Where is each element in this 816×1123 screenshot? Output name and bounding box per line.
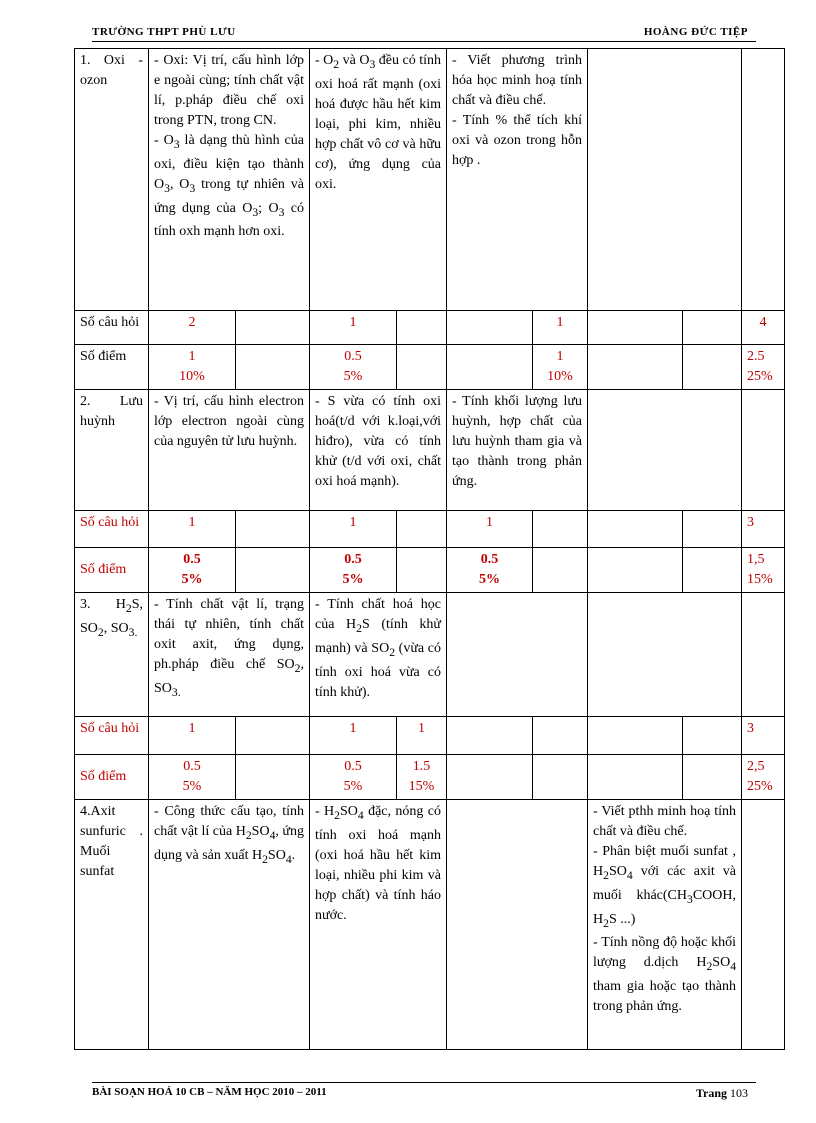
row-label: Số điểm xyxy=(75,755,149,800)
score-cell xyxy=(588,345,683,390)
total-score-cell: 2.5 25% xyxy=(742,345,785,390)
score-cell: 0.5 5% xyxy=(149,755,236,800)
table-row xyxy=(75,511,785,548)
count-cell: 1 xyxy=(310,511,397,548)
score-cell xyxy=(397,548,447,593)
total-score-cell: 1,5 15% xyxy=(742,548,785,593)
count-cell: 1 xyxy=(149,511,236,548)
application-cell: - Viết phương trình hóa học minh hoạ tính chất và điều chế. - Tính % thể tích khí oxi và ozon trong hỗn hợp . xyxy=(447,49,588,311)
score-cell xyxy=(447,755,533,800)
school-name: TRƯỜNG THPT PHÙ LƯU xyxy=(92,26,236,38)
total-cell xyxy=(742,593,785,717)
author-name: HOÀNG ĐỨC TIỆP xyxy=(643,26,748,38)
count-cell: 1 xyxy=(533,311,588,345)
page-footer xyxy=(92,1086,748,1104)
score-cell: 1.5 15% xyxy=(397,755,447,800)
total-cell xyxy=(742,390,785,511)
high-application-cell xyxy=(588,49,742,311)
count-cell: 1 xyxy=(310,311,397,345)
score-cell xyxy=(588,548,683,593)
understanding-cell: - $H_2SO_4$ đặc, nóng có tính oxi hoá mạnh (oxi hoá hầu hết kim loại, nhiều phi kim và hợp chất) và tính háo nước. xyxy=(310,800,447,1050)
row-label: Số câu hỏi xyxy=(75,311,149,345)
page-number: 103 xyxy=(730,1086,748,1100)
table-row xyxy=(75,311,785,345)
score-cell: 0.5 5% xyxy=(447,548,533,593)
knowledge-cell: - Vị trí, cấu hình electron lớp electron ngoài cùng của nguyên tử lưu huỳnh. xyxy=(149,390,310,511)
table-row xyxy=(75,345,785,390)
score-cell xyxy=(236,345,310,390)
footer-divider xyxy=(92,1082,756,1083)
application-cell xyxy=(447,800,588,1050)
score-cell: 1 10% xyxy=(533,345,588,390)
understanding-cell: - $O_2$ và $O_3$ đều có tính oxi hoá rất mạnh (oxi hoá được hầu hết kim loại, phi kim, nhiều hợp chất vô cơ và hữu cơ), ứng dụng của oxi. xyxy=(310,49,447,311)
score-cell: 0.5 5% xyxy=(310,345,397,390)
page-number-area xyxy=(696,1086,748,1101)
table-row xyxy=(75,49,785,311)
footer-title: BÀI SOẠN HOÁ 10 CB – NĂM HỌC 2010 – 2011 xyxy=(92,1086,327,1098)
high-application-cell xyxy=(588,390,742,511)
count-cell xyxy=(683,311,742,345)
knowledge-cell: - Oxi: Vị trí, cấu hình lớp e ngoài cùng; tính chất vật lí, p.pháp điều chế oxi trong PTN, trong CN. - $O_3$ là dạng thù hình của oxi, điều kiện tạo thành $O_3$, $O_3$ trong tự nhiên và ứng dụng của $O_3$; $O_3$ có tính oxh mạnh hơn oxi. xyxy=(149,49,310,311)
score-cell: 1 10% xyxy=(149,345,236,390)
count-cell xyxy=(588,311,683,345)
row-label: Số câu hỏi xyxy=(75,717,149,755)
total-cell xyxy=(742,800,785,1050)
total-count-cell: 3 xyxy=(742,717,785,755)
count-cell xyxy=(447,311,533,345)
count-cell: 1 xyxy=(397,717,447,755)
score-cell xyxy=(683,548,742,593)
table-row xyxy=(75,548,785,593)
count-cell xyxy=(236,511,310,548)
exam-matrix-table xyxy=(74,48,785,1050)
count-cell xyxy=(447,717,533,755)
count-cell xyxy=(588,511,683,548)
score-cell xyxy=(236,755,310,800)
count-cell: 1 xyxy=(447,511,533,548)
page-header xyxy=(92,24,748,42)
total-score-cell: 2,5 25% xyxy=(742,755,785,800)
total-count-cell: 3 xyxy=(742,511,785,548)
score-cell xyxy=(588,755,683,800)
score-cell xyxy=(683,755,742,800)
topic-cell: 1. Oxi - ozon xyxy=(75,49,149,311)
count-cell xyxy=(683,717,742,755)
understanding-cell: - Tính chất hoá học của $H_2S$ (tính khử mạnh) và $SO_2$ (vừa có tính oxi hoá vừa có tính khử). xyxy=(310,593,447,717)
high-application-cell: - Viết pthh minh hoạ tính chất và điều chế. - Phân biệt muối sunfat , $H_2SO_4$ với các axit và muối $khác(CH_3COOH$, $H_2S$ ...) - Tính nồng độ hoặc khối lượng d.dịch $H_2SO_4$ tham gia hoặc tạo thành trong phản ứng. xyxy=(588,800,742,1050)
high-application-cell xyxy=(588,593,742,717)
row-label: Số điểm xyxy=(75,548,149,593)
count-cell xyxy=(533,511,588,548)
table-row xyxy=(75,593,785,717)
topic-cell: 3. $H_2S$, $SO_2$, $SO_{3.}$ xyxy=(75,593,149,717)
total-cell xyxy=(742,49,785,311)
score-cell xyxy=(533,755,588,800)
topic-cell: 2. Lưu huỳnh xyxy=(75,390,149,511)
page-label: Trang xyxy=(695,1086,727,1100)
count-cell xyxy=(588,717,683,755)
application-cell: - Tính khối lượng lưu huỳnh, hợp chất của lưu huỳnh tham gia và tạo thành trong phản ứng. xyxy=(447,390,588,511)
count-cell xyxy=(683,511,742,548)
table-row xyxy=(75,390,785,511)
total-count-cell: 4 xyxy=(742,311,785,345)
row-label: Số điểm xyxy=(75,345,149,390)
header-divider xyxy=(92,41,756,42)
score-cell: 0.5 5% xyxy=(310,755,397,800)
knowledge-cell: - Tính chất vật lí, trạng thái tự nhiên, tính chất oxit axit, ứng dụng, ph.pháp điều chế $SO_2$, $SO_{3.}$ xyxy=(149,593,310,717)
score-cell xyxy=(447,345,533,390)
count-cell xyxy=(236,311,310,345)
table-row xyxy=(75,755,785,800)
table-row xyxy=(75,800,785,1050)
score-cell xyxy=(236,548,310,593)
row-label: Số câu hỏi xyxy=(75,511,149,548)
score-cell: 0.5 5% xyxy=(149,548,236,593)
count-cell: 2 xyxy=(149,311,236,345)
count-cell: 1 xyxy=(310,717,397,755)
knowledge-cell: - Công thức cấu tạo, tính chất vật lí của $H_2SO_4$, ứng dụng và sản xuất $H_2SO_4$. xyxy=(149,800,310,1050)
understanding-cell: - S vừa có tính oxi hoá(t/d với k.loại,với hiđro), vừa có tính khử (t/d với oxi, chất oxi hoá mạnh). xyxy=(310,390,447,511)
count-cell xyxy=(533,717,588,755)
table-row xyxy=(75,717,785,755)
topic-cell: 4.Axit sunfuric . Muối sunfat xyxy=(75,800,149,1050)
score-cell xyxy=(683,345,742,390)
count-cell xyxy=(397,511,447,548)
score-cell: 0.5 5% xyxy=(310,548,397,593)
application-cell xyxy=(447,593,588,717)
score-cell xyxy=(397,345,447,390)
count-cell xyxy=(236,717,310,755)
score-cell xyxy=(533,548,588,593)
count-cell xyxy=(397,311,447,345)
count-cell: 1 xyxy=(149,717,236,755)
